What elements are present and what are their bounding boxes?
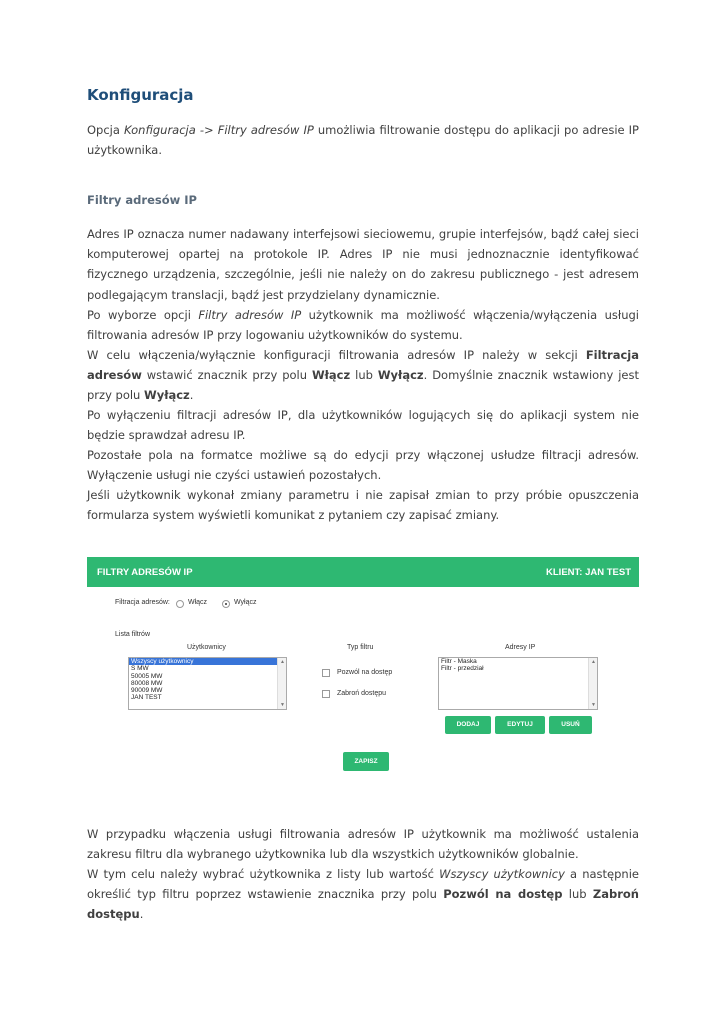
radio-disable[interactable] xyxy=(222,600,230,608)
list-item[interactable]: Filtr - przedział xyxy=(441,665,484,673)
ip-filters-panel xyxy=(87,557,639,777)
paragraph-option xyxy=(87,305,639,345)
field-name: Wyłącz xyxy=(144,388,190,403)
section-name: Filtracja adresów xyxy=(87,348,639,383)
paragraph-ip-definition: Adres IP oznacza numer nadawany interfejsowi sieciowemu, grupie interfejsów, bądź całej sieci komputerowej opartej na protokole IP. Adres IP nie musi jednoznacznie identyfikować fizycznego urządzenia, szczególnie, jeśli nie należy on do zakresu publicznego - jest adresem podlegającym translacji, bądź jest przydzielany dynamicznie. xyxy=(87,227,639,302)
users-listbox[interactable] xyxy=(128,657,287,710)
scroll-up-icon[interactable]: ▲ xyxy=(280,659,285,665)
deny-checkbox[interactable] xyxy=(322,690,330,698)
allow-checkbox[interactable] xyxy=(322,669,330,677)
text: użytkownik ma możliwość włączenia/wyłączenia usługi filtrowania adresów IP przy logowaniu użytkowników do systemu. xyxy=(87,308,639,343)
list-item[interactable]: 90009 MW xyxy=(131,687,163,695)
section-heading: Filtry adresów IP xyxy=(87,193,197,207)
filter-label: Filtracja adresów: xyxy=(115,599,170,606)
list-item[interactable]: Filtr - Maska xyxy=(441,658,477,665)
users-column-header: Użytkownicy xyxy=(187,644,226,651)
list-item[interactable]: 80008 MW xyxy=(131,679,163,687)
field-name: Włącz xyxy=(311,368,351,383)
intro-text-1: Opcja xyxy=(87,123,124,137)
panel-title: FILTRY ADRESÓW IP xyxy=(97,567,193,578)
paragraph-other-fields: Pozostałe pola na formatce możliwe są do edycji przy włączonej usłudze filtracji adresów. Wyłączenie usługi nie czyści ustawień pozostałych. xyxy=(87,448,639,483)
text: . xyxy=(139,907,144,922)
intro-text-2: umożliwia filtrowanie dostępu do aplikacji po adresie IP użytkownika. xyxy=(87,123,639,158)
page-title: Konfiguracja xyxy=(87,86,194,104)
paragraph-enable xyxy=(87,345,639,406)
scroll-up-icon[interactable]: ▲ xyxy=(591,659,596,665)
type-column-header: Typ filtru xyxy=(347,644,374,651)
edit-button[interactable]: EDYTUJ xyxy=(495,716,545,734)
intro-paragraph xyxy=(87,120,639,160)
scroll-down-icon[interactable]: ▼ xyxy=(591,702,596,708)
list-item[interactable]: Wszyscy użytkownicy xyxy=(129,658,286,665)
deny-label: Zabroń dostępu xyxy=(337,690,387,697)
field-name: Zabroń dostępu xyxy=(87,887,639,922)
text: . xyxy=(189,388,194,403)
client-label: KLIENT: JAN TEST xyxy=(546,567,631,578)
option-name: Filtry adresów IP xyxy=(198,308,302,322)
ips-column-header: Adresy IP xyxy=(505,644,536,651)
panel-header xyxy=(87,557,639,587)
text: a następnie określić typ filtru poprzez wstawienie znacznika przy polu xyxy=(87,867,639,902)
text: lub xyxy=(562,887,593,902)
ips-scrollbar[interactable] xyxy=(588,658,597,709)
radio-enable[interactable] xyxy=(176,600,184,608)
save-button[interactable]: ZAPISZ xyxy=(343,752,389,771)
text: Po wyborze opcji xyxy=(87,308,199,322)
radio-enable-label: Włącz xyxy=(188,599,208,606)
radio-disable-label: Wyłącz xyxy=(234,599,257,606)
ips-listbox[interactable] xyxy=(438,657,598,710)
paragraph-disable: Po wyłączeniu filtracji adresów IP, dla użytkowników logujących się do aplikacji system nie będzie sprawdzał adresu IP. xyxy=(87,408,639,443)
text: W tym celu należy wybrać użytkownika z listy lub wartość xyxy=(87,867,440,881)
users-scrollbar[interactable] xyxy=(277,658,286,709)
delete-button[interactable]: USUŃ xyxy=(549,716,592,734)
intro-menu-path: Konfiguracja -> Filtry adresów IP xyxy=(123,123,314,137)
list-item[interactable]: JAN TEST xyxy=(131,694,162,702)
value-name: Wszyscy użytkownicy xyxy=(439,867,565,881)
scroll-down-icon[interactable]: ▼ xyxy=(280,702,285,708)
list-item[interactable]: S MW xyxy=(131,665,149,673)
text: W celu włączenia/wyłącznie konfiguracji filtrowania adresów IP należy w sekcji xyxy=(87,348,586,362)
allow-label: Pozwól na dostęp xyxy=(337,669,393,676)
field-name: Wyłącz xyxy=(377,368,424,383)
paragraph-enabled-filtering: W przypadku włączenia usługi filtrowania adresów IP użytkownik ma możliwość ustalenia zakresu filtru dla wybranego użytkownika lub dla wszystkich użytkowników globalnie. xyxy=(87,827,639,862)
list-item[interactable]: 50005 MW xyxy=(131,672,163,680)
paragraph-select-user xyxy=(87,864,639,925)
list-title: Lista filtrów xyxy=(115,631,151,638)
text: . Domyślnie znacznik wstawiony jest przy polu xyxy=(87,368,639,403)
add-button[interactable]: DODAJ xyxy=(445,716,491,734)
text: lub xyxy=(350,368,378,383)
field-name: Pozwól na dostęp xyxy=(443,887,563,902)
paragraph-unsaved: Jeśli użytkownik wykonał zmiany parametru i nie zapisał zmian to przy próbie opuszczenia formularza system wyświetli komunikat z pytaniem czy zapisać zmiany. xyxy=(87,488,639,523)
text: wstawić znacznik przy polu xyxy=(141,368,312,383)
